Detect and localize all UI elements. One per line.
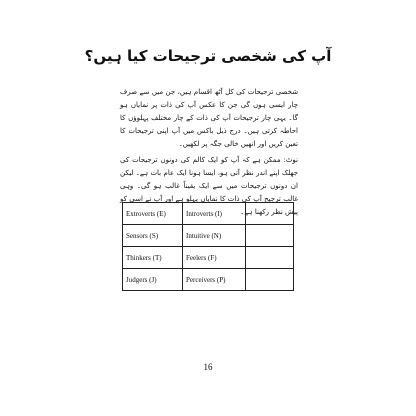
table-cell: Extroverts (E) [123, 203, 183, 225]
table-row [123, 225, 294, 247]
table-cell: Sensors (S) [123, 225, 183, 247]
table-cell: Judgers (J) [123, 269, 183, 291]
answer-cell[interactable] [246, 247, 294, 269]
answer-cell[interactable] [246, 269, 294, 291]
table-cell: Perceivers (P) [183, 269, 246, 291]
page-number: 16 [203, 362, 213, 372]
preferences-table [122, 202, 294, 291]
answer-cell[interactable] [246, 225, 294, 247]
table-cell: Thinkers (T) [123, 247, 183, 269]
table-cell: Feelers (F) [183, 247, 246, 269]
table-cell: Introverts (I) [183, 203, 246, 225]
table-row [123, 269, 294, 291]
table-cell: Intuitive (N) [183, 225, 246, 247]
intro-paragraph: شخصی ترجیحات کی کل آٹھ اقسام ہیں، جن میں سے صرف چار ایسی ہوں گی جن کا عکس آپ کی ذات پر نمایاں ہو گا۔ یہی چار ترجیحات آپ کی ذات کے چار مختلف پہلوؤں کا احاطہ کرتی ہیں۔ درج ذیل باکس میں آپ اپنی ترجیحات کا تعین کریں اور انھیں خالی جگہ پر لکھیں۔ [120, 88, 298, 148]
page-title: آپ کی شخصی ترجیحات کیا ہیں؟ [84, 47, 332, 65]
table-row [123, 203, 294, 225]
note-paragraph: نوٹ: ممکن ہے کہ آپ کو ایک کالم کی دونوں ترجیحات کی جھلک اپنے اندر نظر آتی ہو، ایسا ہونا ایک عام بات ہے۔ لیکن ان دونوں ترجیحات میں سے ایک یقیناً غالب ہو گی۔ وہی غالب ترجیح آپ کی ذات کا نمایاں پہلو ہے اور آپ نے اسی کو پیش نظر رکھنا ہے۔ [120, 156, 298, 216]
answer-cell[interactable] [246, 203, 294, 225]
table-row [123, 247, 294, 269]
